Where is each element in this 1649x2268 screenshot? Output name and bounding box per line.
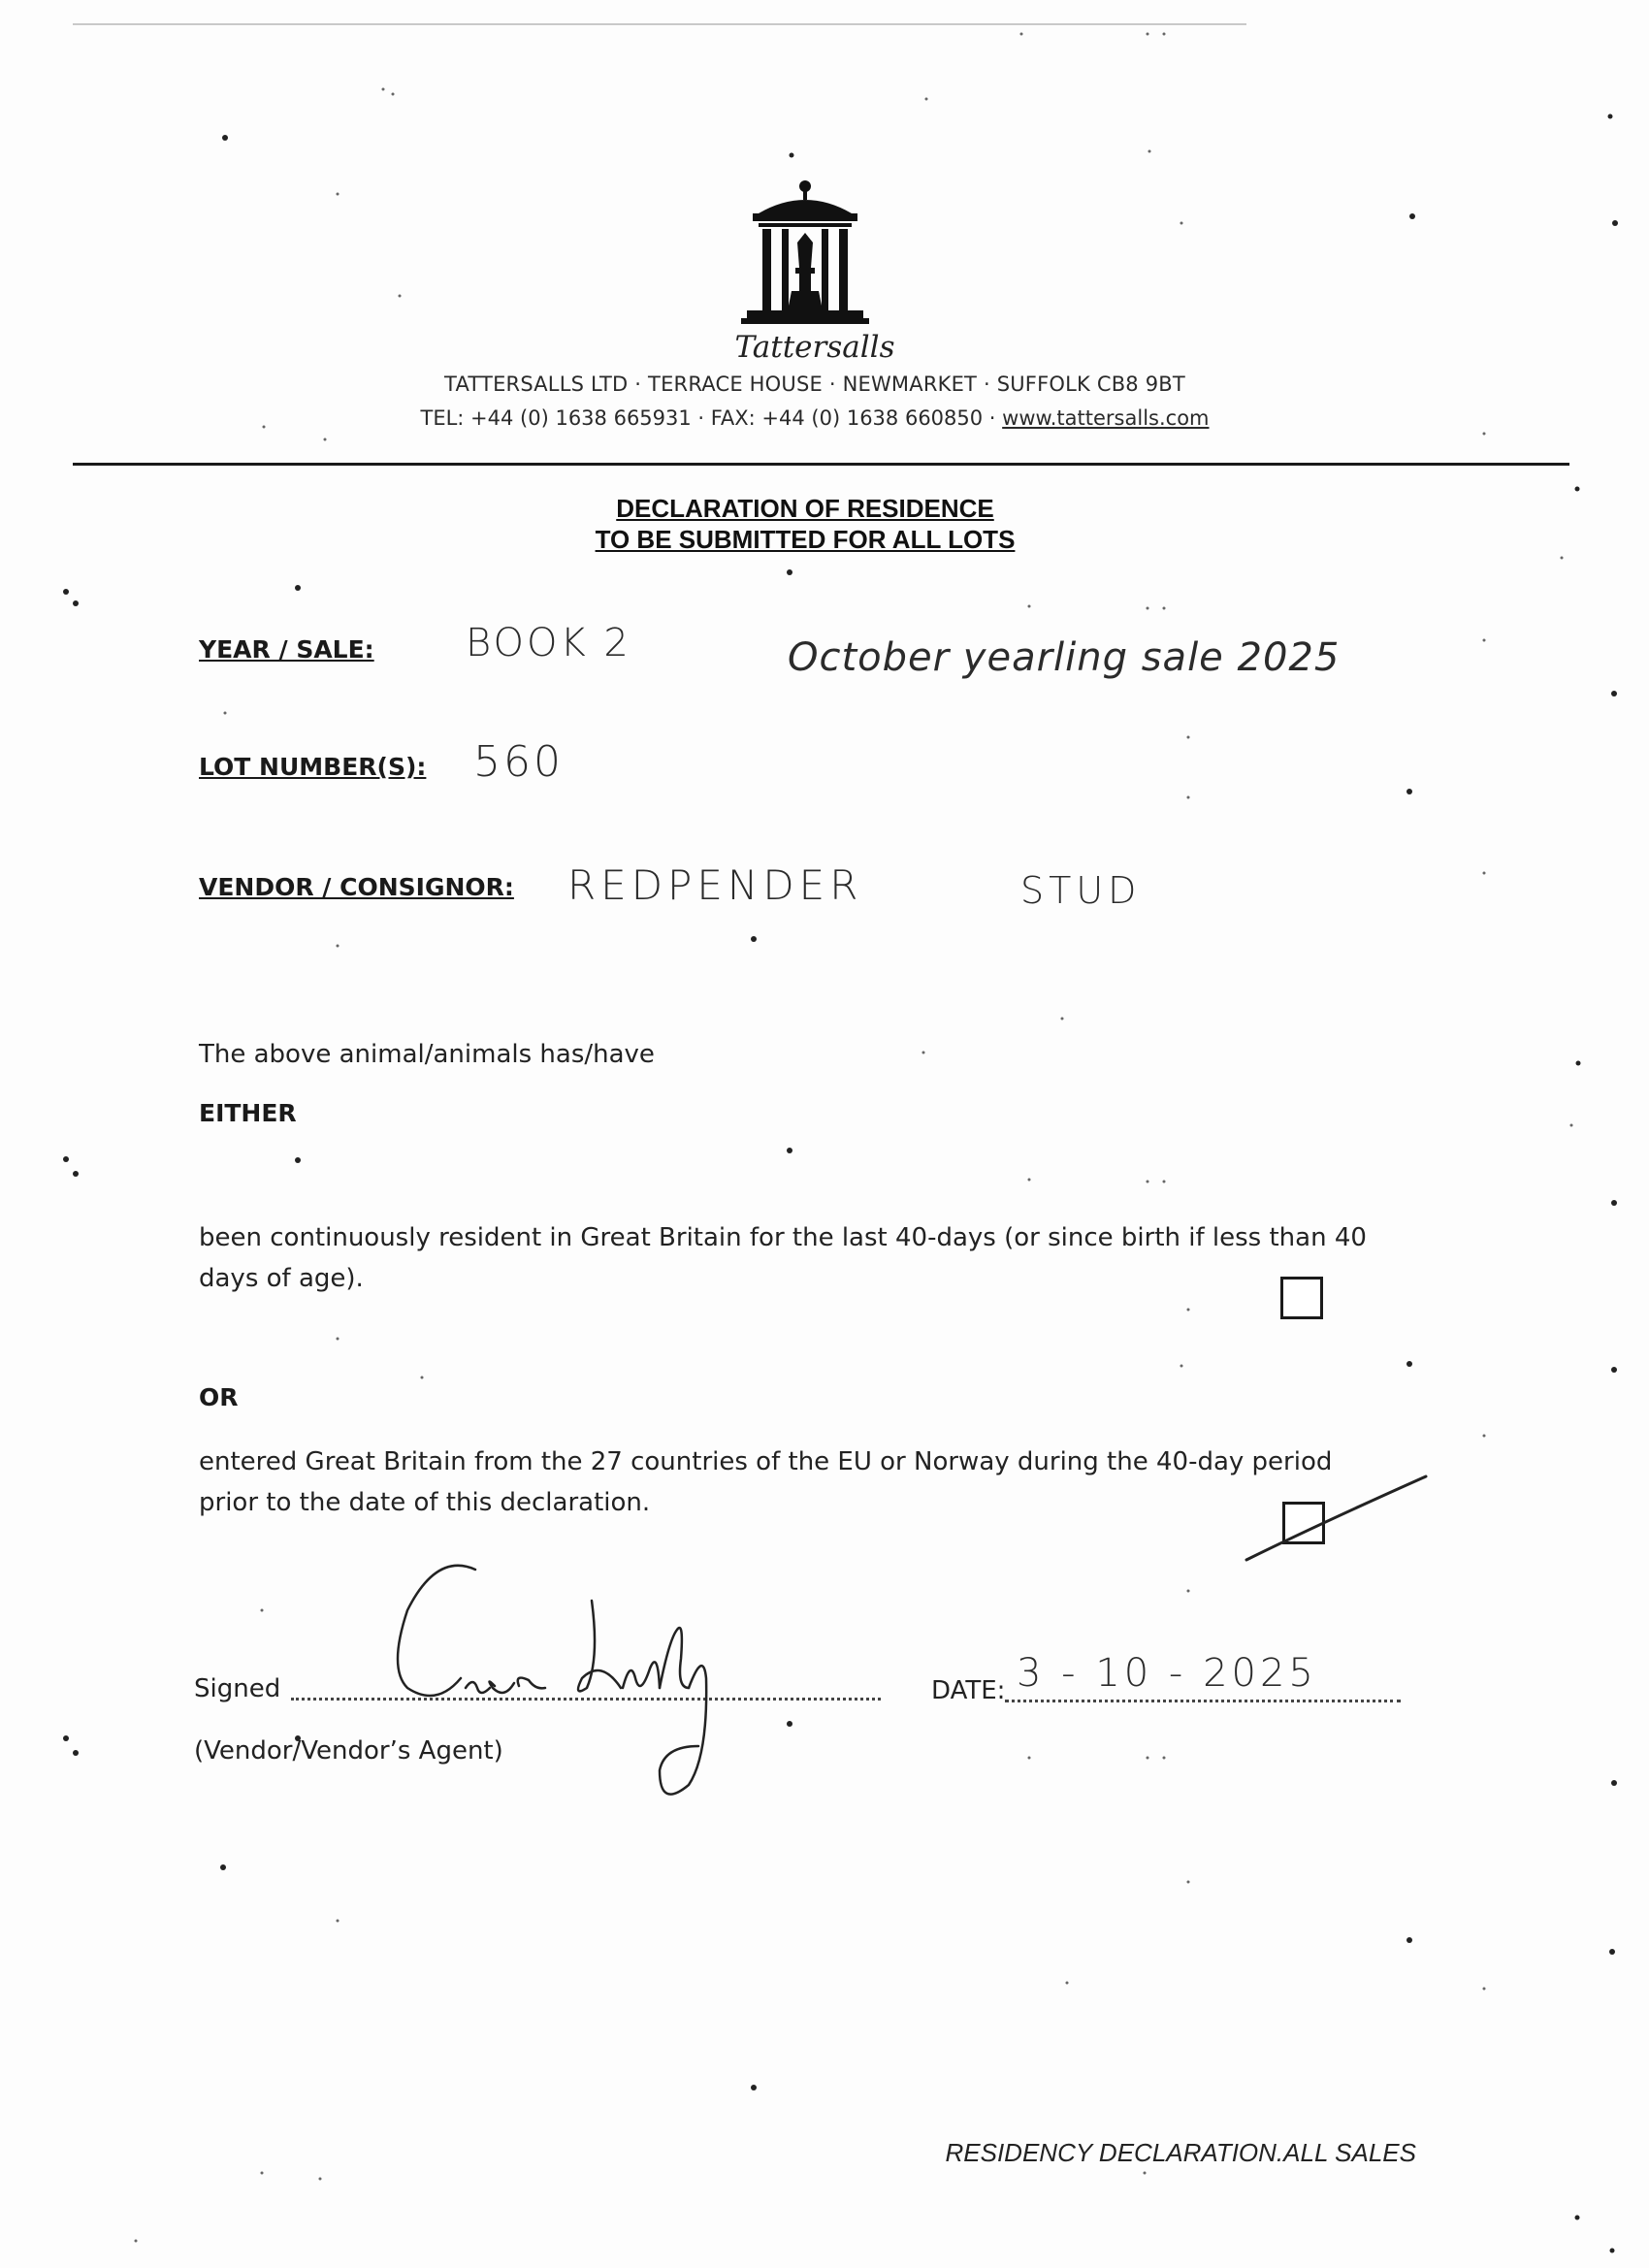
option-2-check-mark	[1242, 1471, 1436, 1568]
form-footer: RESIDENCY DECLARATION.ALL SALES	[945, 2138, 1416, 2167]
company-address: TATTERSALLS LTD · TERRACE HOUSE · NEWMARKET · SUFFOLK CB8 9BT	[444, 373, 1185, 396]
lot-numbers-label: LOT NUMBER(S):	[199, 753, 427, 781]
header-rule	[73, 463, 1569, 466]
year-sale-value-book[interactable]: BOOK 2	[466, 621, 631, 665]
option-1-checkbox[interactable]	[1280, 1277, 1323, 1319]
option-2-line-1: entered Great Britain from the 27 countries of the EU or Norway during the 40-day period	[199, 1447, 1333, 1476]
signer-role-label: (Vendor/Vendor’s Agent)	[194, 1736, 503, 1766]
date-label: DATE:	[931, 1676, 1006, 1705]
document-title	[436, 493, 1174, 555]
company-contact	[291, 406, 1339, 430]
vendor-value-stud[interactable]: STUD	[1020, 869, 1142, 912]
tattersalls-logo	[737, 175, 873, 330]
title-line-2: TO BE SUBMITTED FOR ALL LOTS	[595, 525, 1016, 554]
or-heading: OR	[199, 1383, 239, 1411]
either-heading: EITHER	[199, 1099, 297, 1127]
option-1-line-1: been continuously resident in Great Britain for the last 40-days (or since birth if less than 40	[199, 1223, 1367, 1252]
title-line-1: DECLARATION OF RESIDENCE	[616, 494, 994, 523]
option-1-line-2: days of age).	[199, 1264, 364, 1293]
lot-numbers-value[interactable]: 560	[473, 737, 564, 787]
vendor-label: VENDOR / CONSIGNOR:	[199, 873, 514, 901]
brand-name: Tattersalls	[734, 330, 895, 365]
signed-label: Signed	[194, 1674, 281, 1703]
declaration-intro: The above animal/animals has/have	[199, 1040, 655, 1069]
website-link[interactable]: www.tattersalls.com	[1002, 406, 1210, 430]
option-2-line-2: prior to the date of this declaration.	[199, 1488, 651, 1517]
year-sale-label: YEAR / SALE:	[199, 635, 374, 664]
date-line	[1005, 1700, 1401, 1702]
phone-fax: TEL: +44 (0) 1638 665931 · FAX: +44 (0) 1638 660850 ·	[420, 406, 1003, 430]
year-sale-value-sale[interactable]: October yearling sale 2025	[788, 635, 1341, 680]
vendor-value-name[interactable]: REDPENDER	[567, 861, 863, 909]
date-value[interactable]: 3 - 10 - 2025	[1017, 1651, 1317, 1696]
